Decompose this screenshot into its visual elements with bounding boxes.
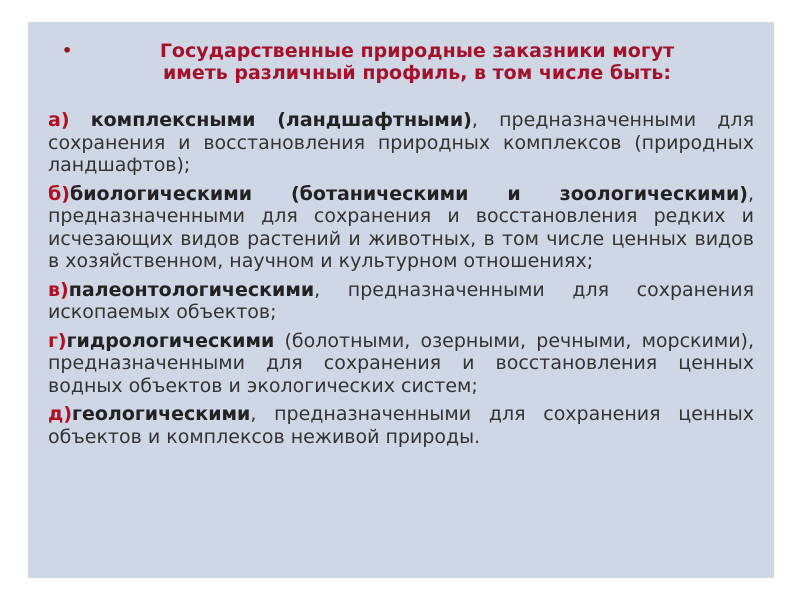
item-marker: д) — [48, 403, 73, 425]
list-item-b — [48, 183, 754, 273]
item-description: , предназначенными для сохранения и восстановления природных комплексов (природных ландшафтов); — [48, 109, 754, 176]
item-description: , предназначенными для сохранения ценных объектов и комплексов неживой природы. — [48, 403, 754, 448]
item-description: , предназначенными для сохранения и восстановления редких и исчезающих видов растений и животных, в том числе ценных видов в хозяйственном, научном и культурном отношениях; — [48, 182, 754, 272]
item-keyword: гидрологическими — [66, 329, 275, 352]
list-item-a — [48, 109, 754, 177]
item-marker: а) — [48, 109, 70, 131]
slide-heading — [62, 40, 762, 84]
heading-text: Государственные природные заказники могут иметь различный профиль, в том числе быть: — [159, 40, 675, 84]
item-keyword: геологическими — [72, 403, 251, 425]
bullet-icon: • — [62, 41, 73, 60]
item-keyword: комплексными (ландшафтными) — [90, 109, 472, 131]
item-marker: г) — [48, 329, 67, 352]
list-item-d — [48, 403, 754, 448]
profile-list — [48, 109, 754, 454]
item-marker: в) — [48, 278, 69, 301]
item-keyword: биологическими (ботаническими и зоологическими) — [69, 182, 748, 205]
item-description: , предназначенными для сохранения ископаемых объектов; — [48, 278, 754, 323]
list-item-g — [48, 330, 754, 398]
list-item-v — [48, 279, 754, 324]
item-marker: б) — [48, 182, 70, 205]
item-keyword: палеонтологическими — [68, 278, 315, 301]
item-description: (болотными, озерными, речными, морскими), предназначенными для сохранения и восстановления ценных водных объектов и экологических систем; — [48, 329, 754, 397]
